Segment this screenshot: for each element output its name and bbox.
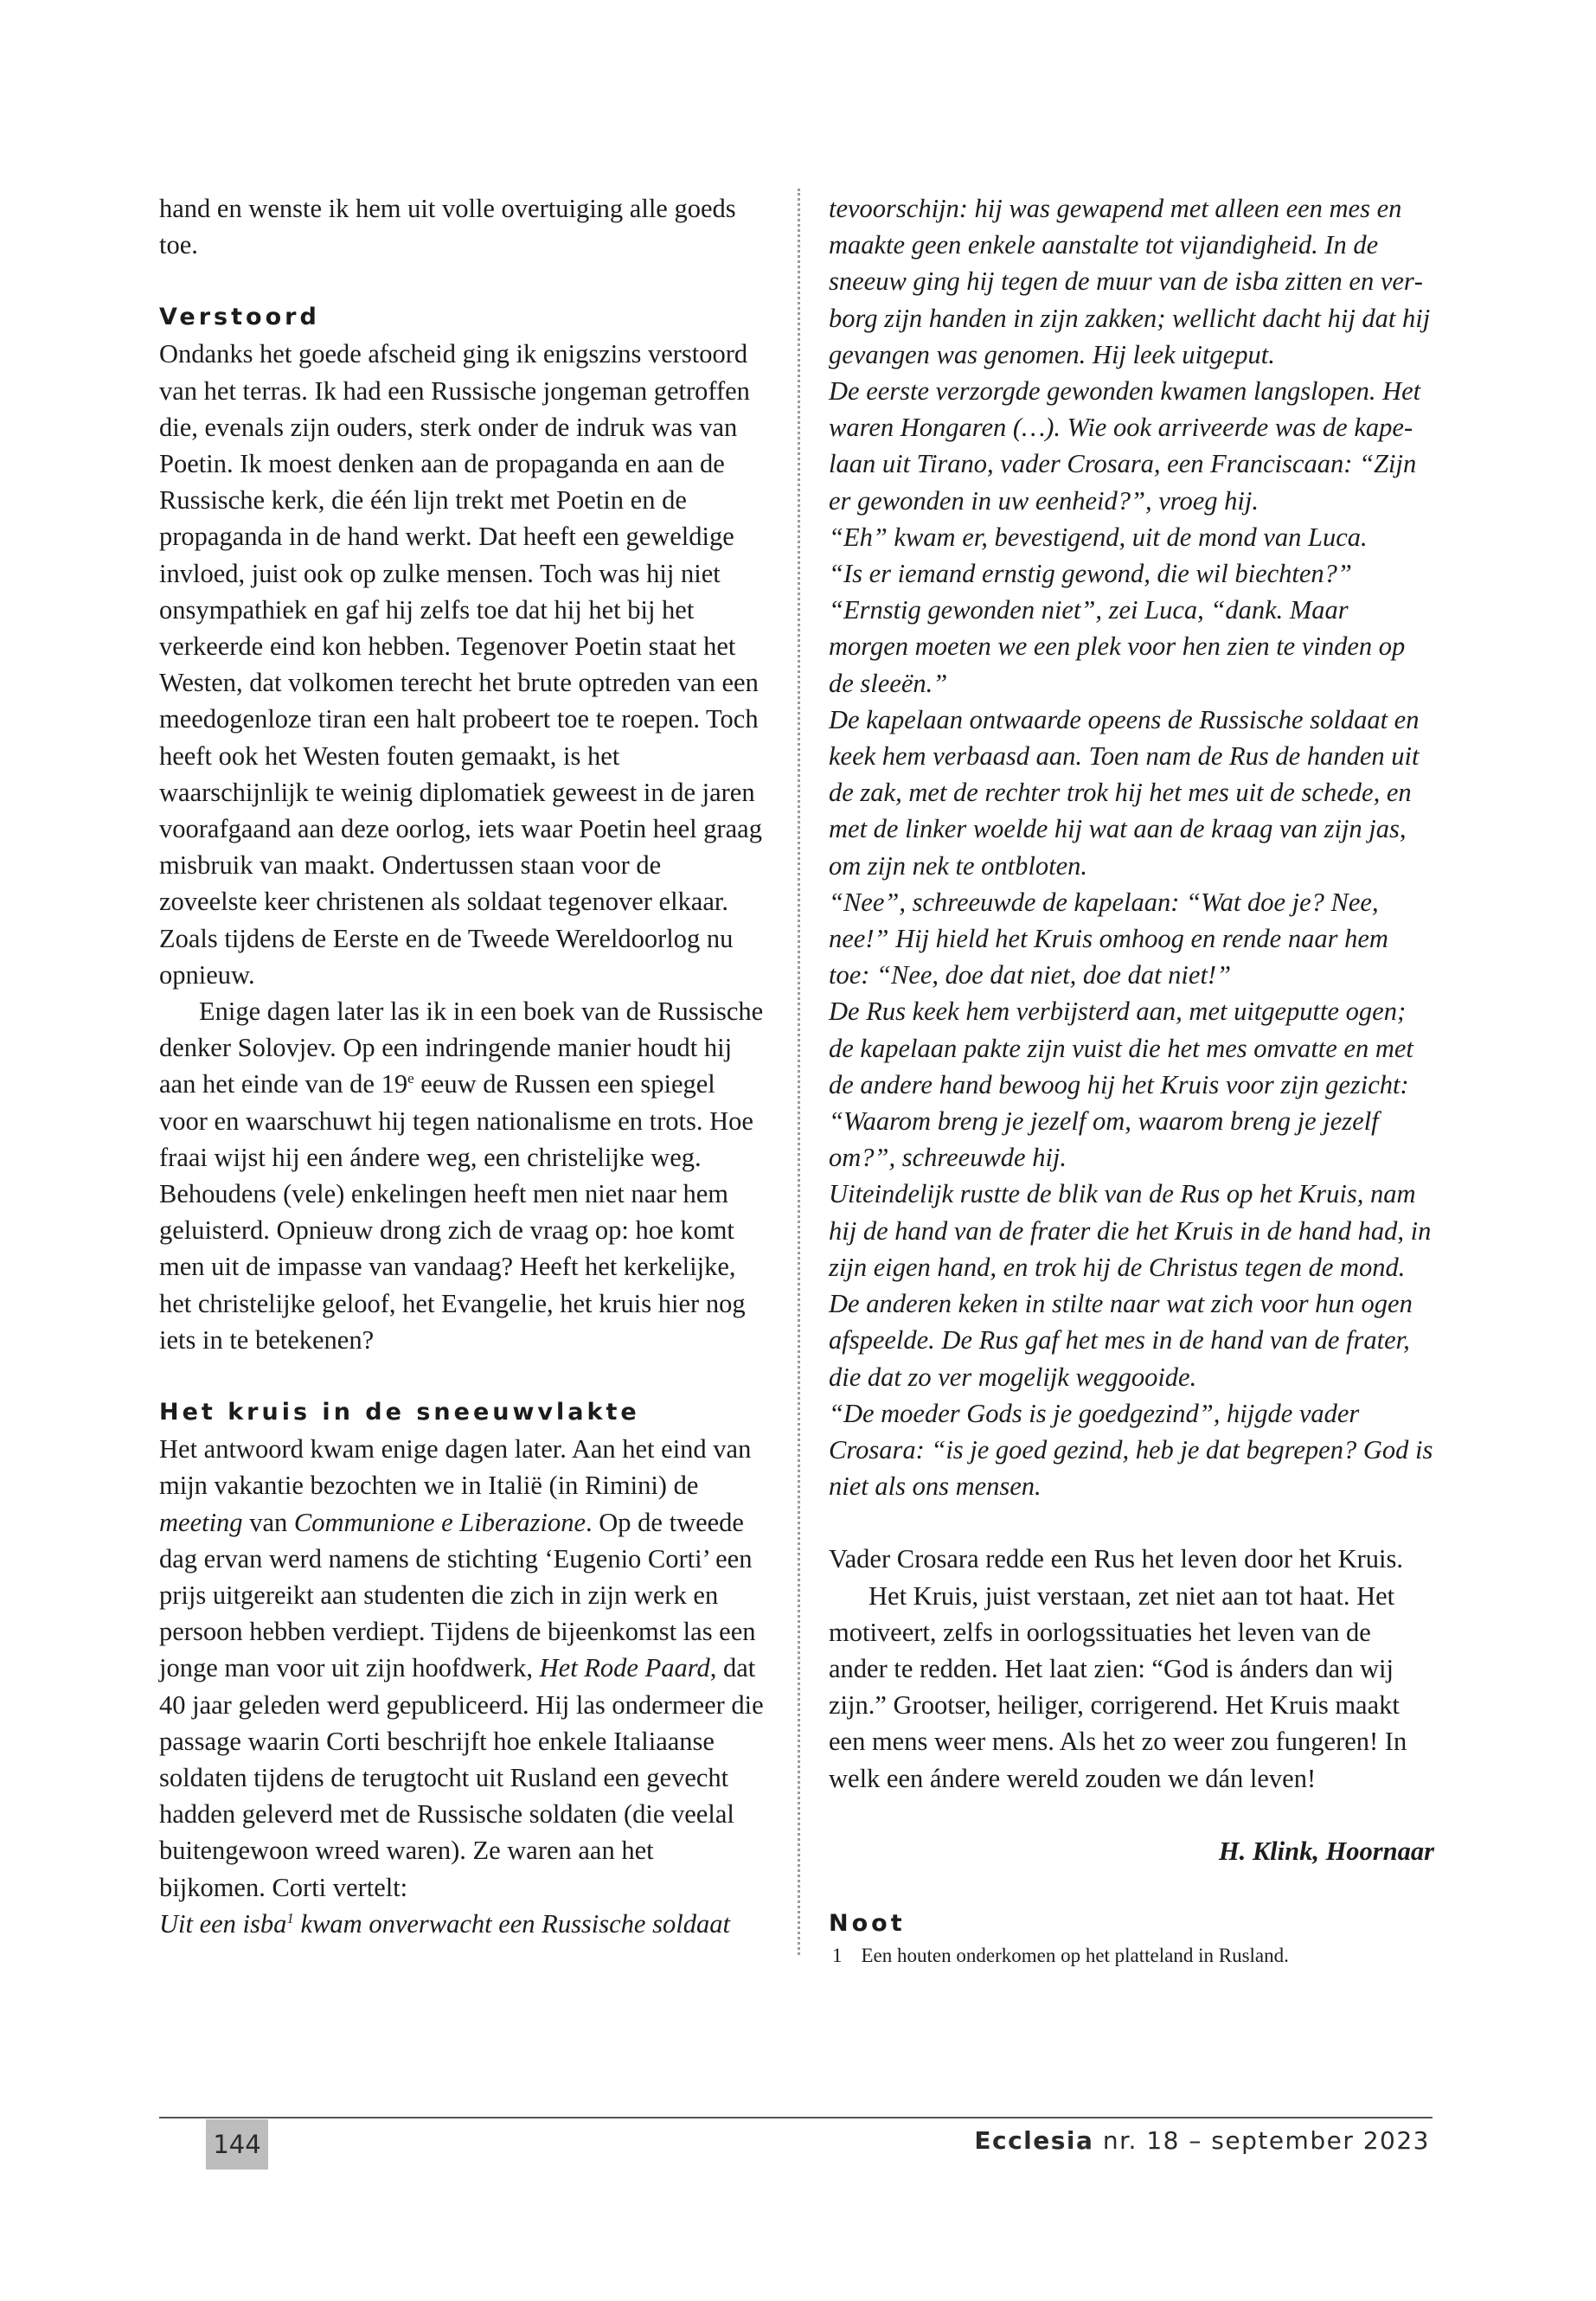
heading-noot: Noot <box>829 1909 906 1937</box>
footnote <box>829 1942 1434 1970</box>
paragraph-solovjev: Enige dagen later las ik in een boek van de Russische denker Solovjev. Op een indringende manier houdt hij aan het einde van de 19e eeuw de Russen een spiegel voor en waarschuwt hij tegen nationalisme en trots. Hoe fraai wijst hij een ándere weg, een christelijke weg. Behoudens (vele) enkelingen heeft men niet naar hem geluisterd. Opnieuw drong zich de vraag op: hoe komt men uit de impasse van vandaag? Heeft het kerkelijke, het christelijke geloof, het Evangelie, het kruis hier nog iets in te betekenen? <box>159 997 764 1355</box>
footnote-number: 1 <box>832 1944 843 1966</box>
paragraph-kruis: Het Kruis, juist verstaan, zet niet aan tot haat. Het motiveert, zelfs in oorlogssituaties het leven van de ander te redden. Het laat zien: “God is ánders dan wij zijn.” Grootser, heiliger, corrigerend. Het Kruis maakt een mens weer mens. Als het zo weer zou fungeren! In welk een ándere wereld zouden we dán leven! <box>829 1580 1407 1793</box>
quote-6: De kapelaan ontwaarde opeens de Russische soldaat en keek hem verbaasd aan. Toen nam de Rus de handen uit de zak, met de rechter trok hij het mes uit de schede, en met de linker woelde hij wat aan de kraag van zijn jas, om zijn nek te ontbloten. <box>829 704 1420 881</box>
footer-rule <box>159 2117 1433 2118</box>
left-column <box>159 190 765 1942</box>
quote-7: “Nee”, schreeuwde de kapelaan: “Wat doe je? Nee, nee!” Hij hield het Kruis omhoog en rende naar hem toe: “Nee, doe dat niet, doe dat niet!” <box>829 887 1388 990</box>
superscript-e: e <box>407 1070 414 1087</box>
journal-info <box>974 2126 1430 2155</box>
footnote-ref[interactable]: 1 <box>286 1909 294 1926</box>
paragraph-antwoord: Het antwoord kwam enige dagen later. Aan het eind van mijn vakantie bezochten we in Italië (in Rimini) de meeting van Communione e Liberazione. Op de tweede dag ervan werd namens de stichting ‘Eugenio Corti’ een prijs uitgereikt aan studenten die zich in zijn werk en persoon hebben verdiept. Tijdens de bijeenkomst las een jonge man voor uit zijn hoofdwerk, Het Rode Paard, dat 40 jaar geleden werd gepubliceerd. Hij las ondermeer die passage waarin Corti beschrijft hoe enkele Italiaanse soldaten tijdens de terugtocht uit Rusland een gevecht hadden geleverd met de Russische soldaten (die veelal buitengewoon wreed waren). Ze waren aan het bijkomen. Corti vertelt: <box>159 1434 764 1902</box>
quote-1: tevoorschijn: hij was gewapend met alleen een mes en maakte geen enkele aanstalte tot vijandigheid. In de sneeuw ging hij tegen de muur van de isba zitten en verborg zijn handen in zijn zakken; wellicht dacht hij dat hij gevangen was genomen. Hij leek uitgeput. <box>829 194 1431 369</box>
quote-start: Uit een isba$^1$ kwam onverwacht een Russische soldaat <box>159 1908 730 1939</box>
paragraph-crosara: Vader Crosara redde een Rus het leven door het Kruis. <box>829 1544 1404 1574</box>
heading-verstoord: Verstoord <box>159 304 320 331</box>
journal-name: Ecclesia <box>974 2126 1094 2155</box>
quote-10: “De moeder Gods is je goedgezind”, hijgde vader Crosara: “is je goed gezind, heb je dat begrepen? God is niet als ons mensen. <box>829 1398 1433 1502</box>
paragraph-intro: hand en wenste ik hem uit volle overtuiging alle goeds toe. <box>159 194 736 260</box>
quote-5: “Ernstig gewonden niet”, zei Luca, “dank. Maar morgen moeten we een plek voor hen zien te vinden op de sleeën.” <box>829 595 1406 698</box>
footnote-text: Een houten onderkomen op het platteland in Rusland. <box>861 1944 1289 1966</box>
quote-3: “Eh” kwam er, bevestigend, uit de mond van Luca. <box>829 522 1368 552</box>
quote-8: De Rus keek hem verbijsterd aan, met uitgeputte ogen; de kapelaan pakte zijn vuist die het mes omvatte en met de andere hand bewoog hij het Kruis voor zijn gezicht: “Waarom breng je jezelf om, waarom breng je jezelf om?”, schreeuwde hij. <box>829 997 1413 1173</box>
journal-issue: nr. 18 – september 2023 <box>1102 2126 1430 2155</box>
quote-9: Uiteindelijk rustte de blik van de Rus op het Kruis, nam hij de hand van de frater die het Kruis in de hand had, in zijn eigen hand, en trok hij de Christus tegen de mond. De anderen keken in stilte naar wat zich voor hun ogen afspeelde. De Rus gaf het mes in de hand van de frater, die dat zo ver mogelijk weggooide. <box>829 1179 1432 1392</box>
column-divider <box>798 189 800 1955</box>
right-column <box>829 190 1434 1970</box>
heading-kruis: Het kruis in de sneeuwvlakte <box>159 1399 640 1426</box>
quote-4: “Is er iemand ernstig gewond, die wil biechten?” <box>829 559 1352 589</box>
quote-2: De eerste verzorgde gewonden kwamen langslopen. Het waren Hongaren (…). Wie ook arriveerde was de kapelaan uit Tirano, vader Crosara, een Franciscaan: “Zijn er gewonden in uw eenheid?”, vroeg hij. <box>829 376 1421 516</box>
author-signature: H. Klink, Hoornaar <box>1218 1836 1434 1866</box>
page-number: 144 <box>206 2119 268 2170</box>
paragraph-verstoord: Ondanks het goede afscheid ging ik enigszins verstoord van het terras. Ik had een Russische jongeman getroffen die, evenals zijn ouders, sterk onder de indruk was van Poetin. Ik moest denken aan de propaganda en aan de Russische kerk, die één lijn trekt met Poetin en de propaganda in de hand werkt. Dat heeft een geweldige invloed, juist ook op zulke mensen. Toch was hij niet onsympathiek en gaf hij zelfs toe dat hij het bij het verkeerde eind kon hebben. Tegenover Poetin staat het Westen, dat volkomen terecht het brute optreden van een meedogenloze tiran een halt probeert toe te roepen. Toch heeft ook het Westen fouten gemaakt, is het waarschijnlijk te weinig diplomatiek geweest in de jaren voorafgaand aan deze oorlog, iets waar Poetin heel graag misbruik van maakt. Ondertussen staan voor de zoveelste keer christenen als soldaat tegenover elkaar. Zoals tijdens de Eerste en de Tweede Wereldoorlog nu opnieuw. <box>159 339 762 990</box>
